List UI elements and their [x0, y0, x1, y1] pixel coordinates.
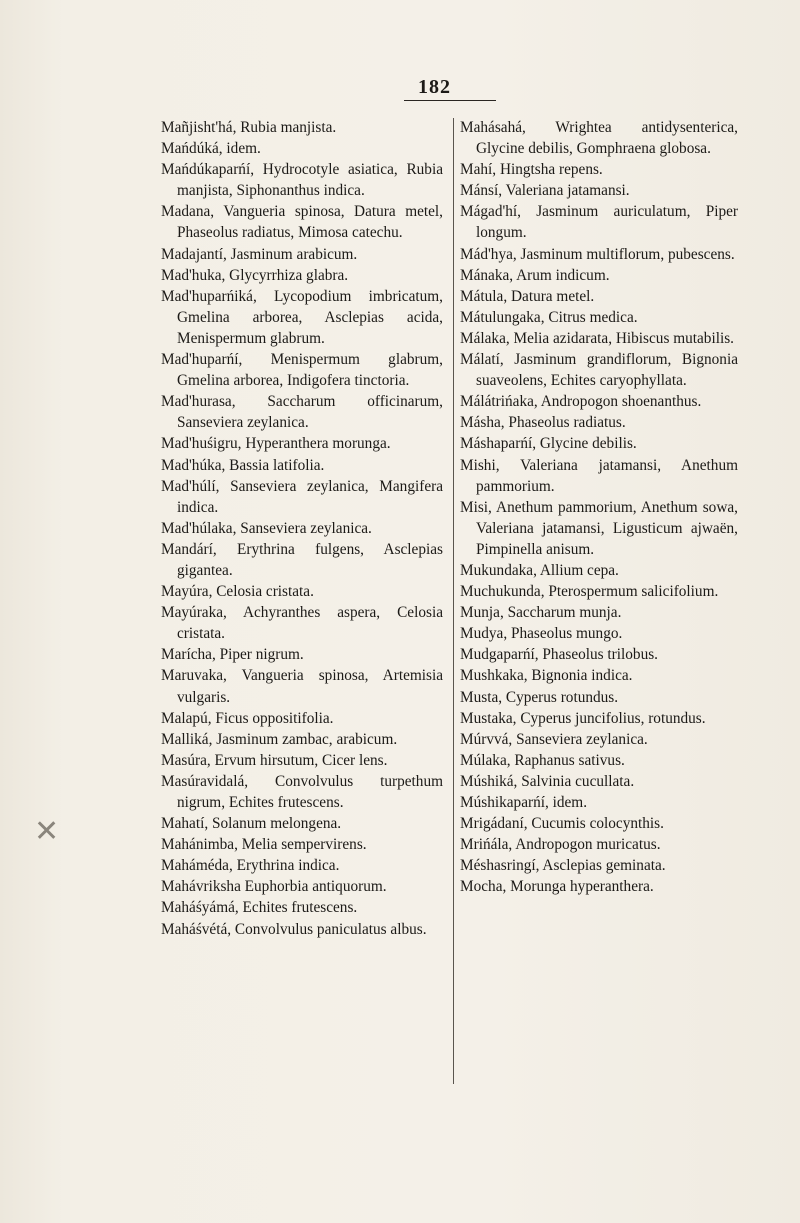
glossary-entry: Mágad'hí, Jasminum auriculatum, Piper longum. — [460, 203, 738, 242]
glossary-entry: Mahatí, Solanum melongena. — [161, 815, 342, 833]
glossary-entry: Mad'huparńí, Menispermum glabrum, Gmelina arborea, Indigofera tinctoria. — [161, 351, 443, 390]
glossary-entry: Mad'húlí, Sanseviera zeylanica, Mangifera indica. — [161, 477, 443, 516]
glossary-entry: Madajantí, Jasminum arabicum. — [161, 245, 358, 263]
glossary-entry: Múshiká, Salvinia cucullata. — [460, 772, 635, 790]
glossary-entry: Mudgaparńí, Phaseolus trilobus. — [460, 646, 658, 664]
glossary-entry: Mád'hya, Jasminum multiflorum, pubescens. — [460, 245, 735, 263]
glossary-entry: Madana, Vangueria spinosa, Datura metel, Phaseolus radiatus, Mimosa catechu. — [161, 203, 443, 242]
glossary-entry: Mudya, Phaseolus mungo. — [460, 625, 623, 643]
glossary-entry: Maháśvétá, Convolvulus paniculatus albus. — [161, 920, 427, 938]
glossary-entry: Mahámédа, Erythrina indica. — [161, 857, 340, 875]
glossary-entry: Mustaka, Cyperus juncifolius, rotundus. — [460, 709, 706, 727]
glossary-entry: Mayúraka, Achyranthes aspera, Celosia cristata. — [161, 604, 443, 643]
glossary-entry: Misi, Anethum pammorium, Anethum sowa, Valeriana jatamansi, Ligusticum ajwaën, Pimpinella anisum. — [460, 498, 738, 558]
glossary-entry: Marícha, Piper nigrum. — [161, 646, 304, 664]
glossary-entry: Máshaparńí, Glycine debilis. — [460, 435, 637, 453]
column-divider — [453, 118, 454, 1084]
glossary-entry: Méshasringí, Asclepias geminata. — [460, 857, 666, 875]
glossary-entry: Múlaka, Raphanus sativus. — [460, 751, 625, 769]
glossary-entry: Mánaka, Arum indicum. — [460, 266, 610, 284]
page-number: 182 — [418, 76, 451, 98]
glossary-entry: Malliká, Jasminum zambac, arabicum. — [161, 730, 398, 748]
glossary-entry: Munja, Saccharum munja. — [460, 604, 622, 622]
glossary-entry: Múshikaparńí, idem. — [460, 794, 588, 811]
glossary-entry: Mocha, Morunga hyperanthera. — [460, 878, 654, 896]
glossary-entry: Mukundaka, Allium cepa. — [460, 561, 619, 579]
glossary-entry: Maháśyámá, Echites frutescens. — [161, 899, 358, 917]
glossary-entry: Mad'húlaka, Sanseviera zeylanica. — [161, 519, 372, 537]
glossary-entry: Mad'huparńiká, Lycopodium imbricatum, Gmelina arborea, Asclepias acida, Menispermum glabrum. — [161, 287, 443, 347]
header-rule — [404, 100, 496, 101]
glossary-entry: Mańdúká, idem. — [161, 140, 261, 158]
glossary-entry: Mad'húka, Bassia latifolia. — [161, 456, 325, 474]
glossary-entry: Mañjisht'há, Rubia manjista. — [161, 119, 337, 136]
glossary-entry: Mandárí, Erythrina fulgens, Asclepias gigantea. — [161, 540, 443, 579]
glossary-entry: Mahánimba, Melia sempervirens. — [161, 836, 367, 854]
glossary-entry: Málátrińaka, Andropogon shoenanthus. — [460, 393, 702, 411]
glossary-entry: Mishi, Valeriana jatamansi, Anethum pammorium. — [460, 456, 738, 495]
glossary-entry: Mátula, Datura metel. — [460, 287, 595, 305]
glossary-entry: Mrigádaní, Cucumis colocynthis. — [460, 815, 664, 833]
glossary-entry: Mahí, Hingtsha repens. — [460, 161, 603, 179]
glossary-entry: Musta, Cyperus rotundus. — [460, 688, 619, 706]
margin-mark: ✕ — [34, 814, 60, 849]
glossary-entry: Mahávriksha Euphorbia antiquorum. — [161, 878, 387, 896]
glossary-entry: Mad'hurasa, Saccharum officinarum, Sanseviera zeylanica. — [161, 393, 443, 432]
glossary-entry: Malapú, Ficus oppositifolia. — [161, 709, 334, 727]
glossary-entry: Mátulungaka, Citrus medica. — [460, 308, 638, 326]
glossary-entry: Maruvaka, Vangueria spinosa, Artemisia vulgaris. — [161, 667, 443, 706]
glossary-entry: Mrińála, Andropogon muricatus. — [460, 836, 661, 854]
glossary-entry: Málatí, Jasminum grandiflorum, Bignonia suaveolens, Echites caryophyllata. — [460, 351, 738, 390]
glossary-entry: Múrvvá, Sanseviera zeylanica. — [460, 730, 648, 748]
glossary-entry: Muchukunda, Pterospermum salicifolium. — [460, 583, 719, 601]
glossary-entry: Mad'huśigru, Hyperanthera morunga. — [161, 435, 391, 453]
glossary-entry: Masúra, Ervum hirsutum, Cicer lens. — [161, 751, 388, 769]
glossary-entry: Mahásahá, Wrightea antidysenterica, Glycine debilis, Gomphraena globosa. — [460, 119, 738, 158]
glossary-entry: Mánsí, Valeriana jatamansi. — [460, 182, 630, 200]
glossary-entry: Málaka, Melia azidarata, Hibiscus mutabilis. — [460, 329, 734, 347]
left-column — [161, 117, 443, 940]
glossary-entry: Masúravidalá, Convolvulus turpethum nigrum, Echites frutescens. — [161, 772, 443, 811]
glossary-entry: Mushkaka, Bignonia indica. — [460, 667, 633, 685]
glossary-entry: Mad'huka, Glycyrrhiza glabra. — [161, 266, 349, 284]
glossary-entry: Mayúra, Celosia cristata. — [161, 583, 314, 601]
glossary-entry: Mańdúkaparńí, Hydrocotyle asiatica, Rubia manjista, Siphonanthus indica. — [161, 161, 443, 200]
right-column — [460, 117, 738, 897]
glossary-entry: Másha, Phaseolus radiatus. — [460, 414, 626, 432]
